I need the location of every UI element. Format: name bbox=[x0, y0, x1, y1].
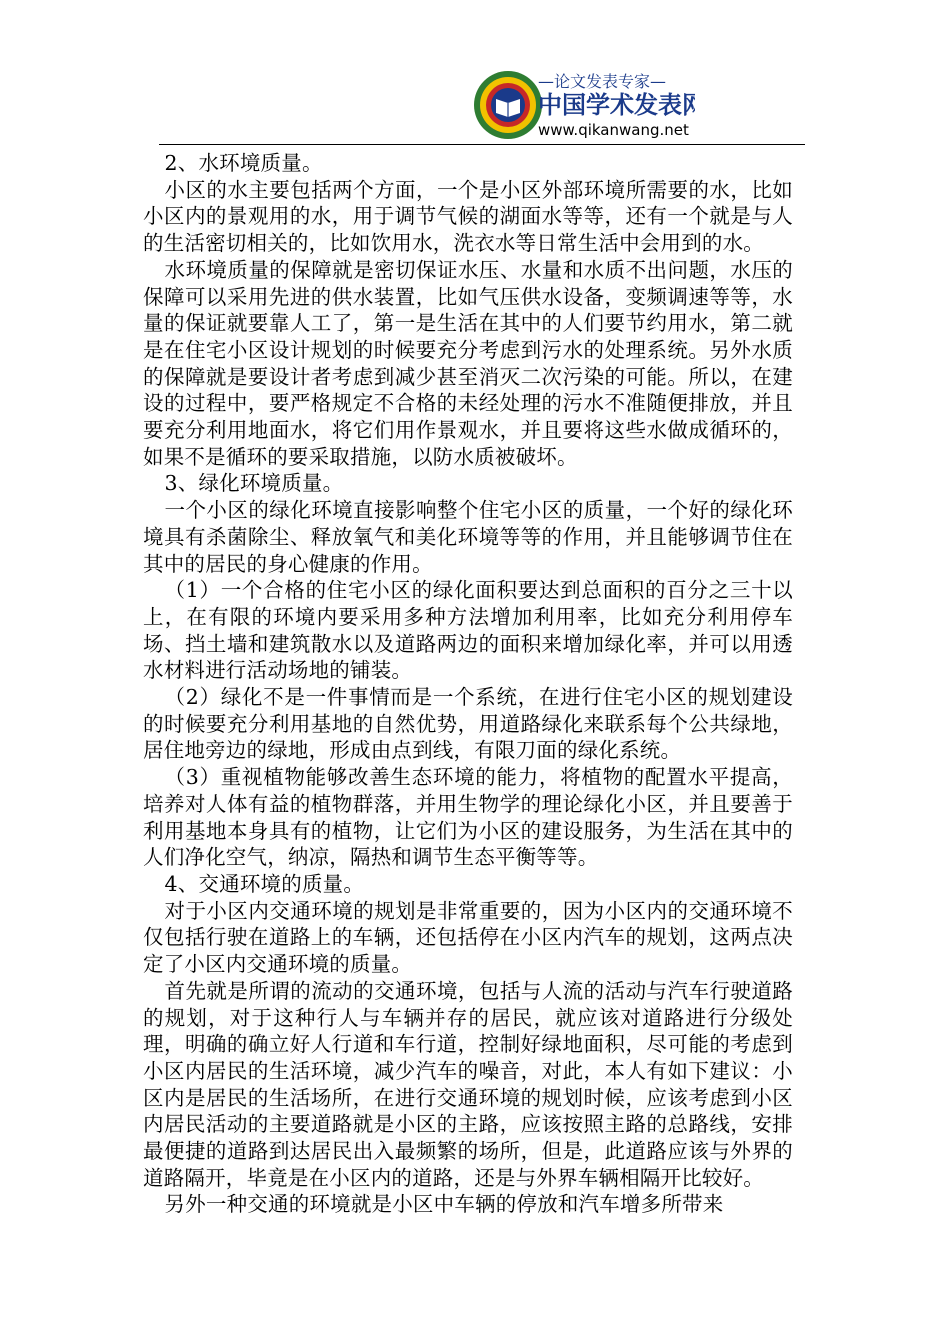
paragraph: 对于小区内交通环境的规划是非常重要的，因为小区内的交通环境不仅包括行驶在道路上的车辆，还包括停在小区内汽车的规划，这两点决定了小区内交通环境的质量。 bbox=[143, 898, 793, 977]
section-heading: 2、水环境质量。 bbox=[164, 151, 323, 175]
book-seal-icon bbox=[474, 71, 542, 139]
logo-url: www.qikanwang.net bbox=[538, 121, 689, 139]
logo-slogan: —论文发表专家— bbox=[538, 72, 667, 91]
section-heading: 4、交通环境的质量。 bbox=[164, 871, 365, 896]
paragraph: （3）重视植物能够改善生态环境的能力，将植物的配置水平提高，培养对人体有益的植物群落，并用生物学的理论绿化小区，并且要善于利用基地本身具有的植物，让它们为小区的建设服务，为生活在其中的人们净化空气，纳凉，隔热和调节生态平衡等等。 bbox=[143, 765, 793, 870]
paragraph: 另外一种交通的环境就是小区中车辆的停放和汽车增多所带来 bbox=[164, 1192, 724, 1217]
logo-graphic bbox=[470, 67, 695, 143]
header-logo bbox=[470, 67, 695, 143]
paragraph: 首先就是所谓的流动的交通环境，包括与人流的活动与汽车行驶道路的规划，对于这种行人与车辆并存的居民，就应该对道路进行分级处理，明确的确立好人行道和车行道，控制好绿地面积，尽可能的考虑到小区内居民的生活环境，减少汽车的噪音，对此，本人有如下建议：小区内是居民的生活场所，在进行交通环境的规划时候，应该考虑到小区内居民活动的主要道路就是小区的主路，应该按照主路的总路线，安排最便捷的道路到达居民出入最频繁的场所，但是，此道路应该与外界的道路隔开，毕竟是在小区内的道路，还是与外界车辆相隔开比较好。 bbox=[143, 978, 793, 1190]
paragraph: 水环境质量的保障就是密切保证水压、水量和水质不出问题，水压的保障可以采用先进的供水装置，比如气压供水设备，变频调速等等，水量的保证就要靠人工了，第一是生活在其中的人们要节约用水，第二就是在住宅小区设计规划的时候要充分考虑到污水的处理系统。另外水质的保障就是要设计者考虑到减少甚至消灭二次污染的可能。所以，在建设的过程中，要严格规定不合格的未经处理的污水不准随便排放，并且要充分利用地面水，将它们用作景观水，并且要将这些水做成循环的，如果不是循环的要采取措施，以防水质被破坏。 bbox=[143, 257, 793, 469]
paragraph: 小区的水主要包括两个方面，一个是小区外部环境所需要的水，比如小区内的景观用的水，用于调节气候的湖面水等等，还有一个就是与人的生活密切相关的，比如饮用水，洗衣水等日常生活中会用到的水。 bbox=[143, 177, 793, 256]
article-body bbox=[143, 150, 793, 1218]
paragraph: 一个小区的绿化环境直接影响整个住宅小区的质量，一个好的绿化环境具有杀菌除尘、释放氧气和美化环境等等的作用，并且能够调节住在其中的居民的身心健康的作用。 bbox=[143, 498, 793, 576]
header-divider bbox=[159, 144, 805, 145]
section-heading: 3、绿化环境质量。 bbox=[164, 471, 344, 496]
paragraph: （2）绿化不是一件事情而是一个系统，在进行住宅小区的规划建设的时候要充分利用基地的自然优势，用道路绿化来联系每个公共绿地，居住地旁边的绿地，形成由点到线，有限刀面的绿化系统。 bbox=[143, 685, 793, 763]
logo-brand: 中国学术发表网 bbox=[538, 91, 695, 119]
paragraph: （1）一个合格的住宅小区的绿化面积要达到总面积的百分之三十以上，在有限的环境内要采用多种方法增加利用率，比如充分利用停车场、挡土墙和建筑散水以及道路两边的面积来增加绿化率，并可以用透水材料进行活动场地的铺装。 bbox=[143, 578, 793, 683]
